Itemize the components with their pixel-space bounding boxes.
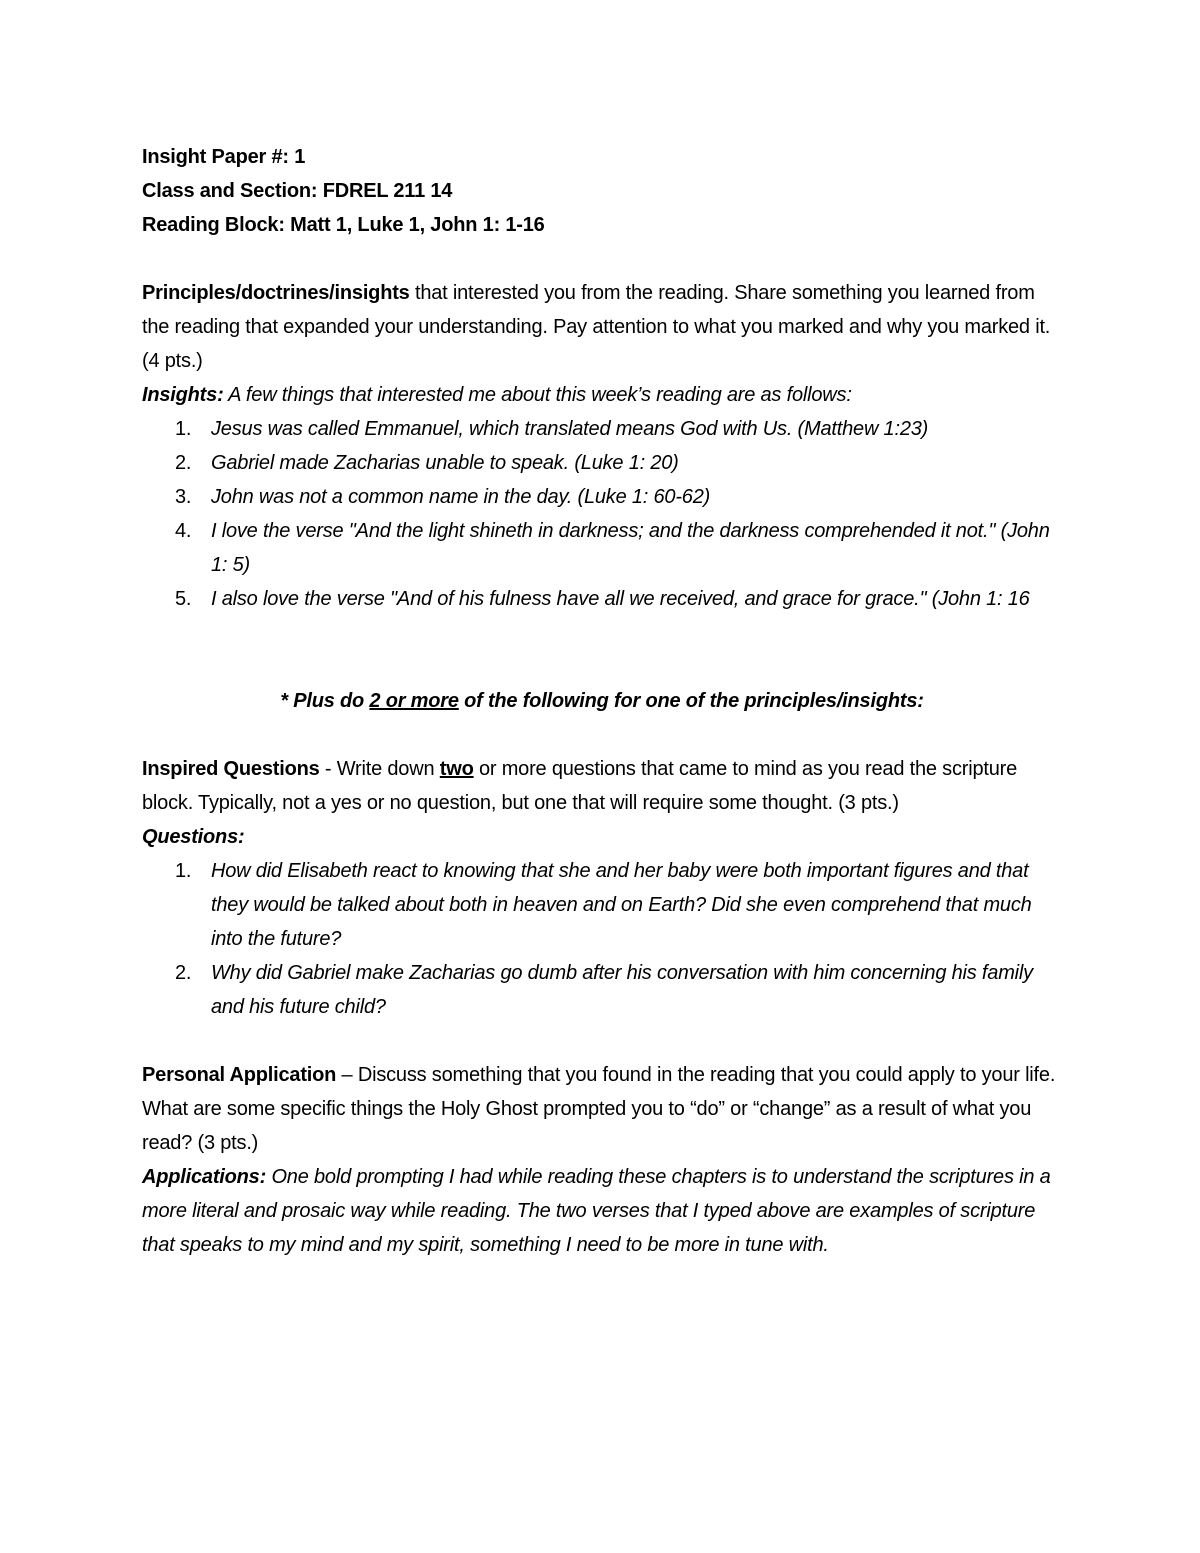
principles-heading: Principles/doctrines/insights <box>142 282 410 304</box>
principles-prompt-text: that interested you from the reading. Share something you learned from the reading that expanded your understanding. Pay attention to what you marked and why you marked it. (4 pts.) <box>142 282 1051 372</box>
list-text: Why did Gabriel make Zacharias go dumb after his conversation with him concerning his family and his future child? <box>211 962 1033 1018</box>
list-item <box>175 412 1062 446</box>
insights-label: Insights: <box>142 384 224 406</box>
questions-prompt-before: - Write down <box>324 758 435 780</box>
list-number: 1. <box>175 418 192 440</box>
class-label: Class and Section: <box>142 180 318 202</box>
questions-prompt-after: or more questions that came to mind as you read the scripture block. Typically, not a yes or no question, but one that will require some thought. (3 pts.) <box>142 758 1018 814</box>
list-item <box>175 480 1062 514</box>
questions-heading: Inspired Questions <box>142 758 320 780</box>
paper-label: Insight Paper #: <box>142 146 289 168</box>
spacer <box>142 718 1062 752</box>
questions-prompt-underlined: two <box>439 758 474 780</box>
application-heading: Personal Application <box>142 1064 337 1086</box>
list-text: Jesus was called Emmanuel, which translated means God with Us. (Matthew 1:23) <box>211 418 929 440</box>
list-text: John was not a common name in the day. (Luke 1: 60-62) <box>211 486 711 508</box>
application-answer-text: One bold prompting I had while reading these chapters is to understand the scriptures in a more literal and prosaic way while reading. The two verses that I typed above are examples of scripture that speaks to my mind and my spirit, something I need to be more in tune with. <box>142 1166 1051 1256</box>
reading-block <box>142 208 1062 242</box>
list-text: Gabriel made Zacharias unable to speak. (Luke 1: 20) <box>211 452 679 474</box>
spacer <box>142 1024 1062 1058</box>
list-number: 2. <box>175 962 192 984</box>
principles-prompt <box>142 276 1062 378</box>
questions-label: Questions: <box>142 826 245 848</box>
plus-suffix: of the following for one of the principles/insights: <box>464 690 924 712</box>
plus-prefix: * Plus do <box>280 690 365 712</box>
application-prompt-text: – Discuss something that you found in the reading that you could apply to your life. What are some specific things the Holy Ghost prompted you to “do” or “change” as a result of what you read? (3 pts.) <box>142 1064 1056 1154</box>
list-text: I also love the verse "And of his fulness have all we received, and grace for grace." (John 1: 16 <box>211 588 1030 610</box>
plus-underlined: 2 or more <box>369 690 459 712</box>
reading-value: Matt 1, Luke 1, John 1: 1-16 <box>290 214 545 236</box>
application-prompt <box>142 1058 1062 1160</box>
class-value: FDREL 211 14 <box>322 180 453 202</box>
application-answer <box>142 1160 1062 1262</box>
list-item <box>175 514 1062 582</box>
application-label: Applications: <box>142 1166 267 1188</box>
list-item <box>175 854 1062 956</box>
questions-list <box>142 854 1062 1024</box>
insight-paper-number <box>142 140 1062 174</box>
list-number: 3. <box>175 486 192 508</box>
insights-intro-text: A few things that interested me about this week’s reading are as follows: <box>228 384 852 406</box>
plus-instruction <box>142 684 1062 718</box>
document-body <box>142 140 1062 1262</box>
list-number: 5. <box>175 588 192 610</box>
list-number: 1. <box>175 860 192 882</box>
insights-list <box>142 412 1062 616</box>
paper-value: 1 <box>294 146 306 168</box>
reading-label: Reading Block: <box>142 214 285 236</box>
questions-prompt <box>142 752 1062 820</box>
list-text: I love the verse "And the light shineth in darkness; and the darkness comprehended it not." (John 1: 5) <box>211 520 1050 576</box>
list-item <box>175 446 1062 480</box>
insights-answer-intro <box>142 378 1062 412</box>
list-item <box>175 956 1062 1024</box>
list-text: How did Elisabeth react to knowing that she and her baby were both important figures and that they would be talked about both in heaven and on Earth? Did she even comprehend that much into the future? <box>211 860 1032 950</box>
list-number: 4. <box>175 520 192 542</box>
spacer <box>142 242 1062 276</box>
list-number: 2. <box>175 452 192 474</box>
class-section <box>142 174 1062 208</box>
list-item <box>175 582 1062 616</box>
spacer <box>142 616 1062 684</box>
